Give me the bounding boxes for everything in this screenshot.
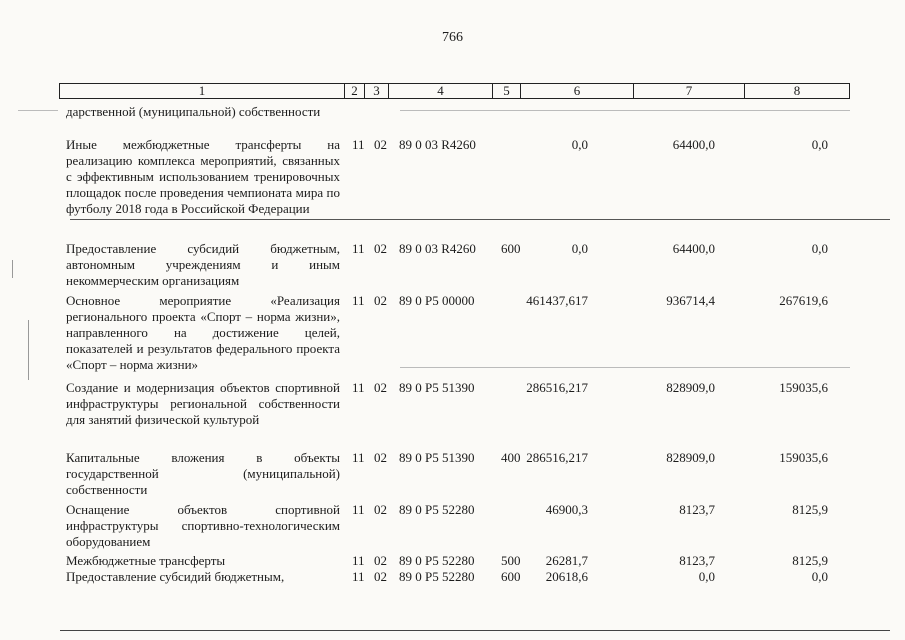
scan-artifact	[400, 367, 850, 368]
header-col-3: 3	[365, 84, 389, 98]
row-amount-col7: 828909,0	[666, 450, 715, 465]
row-amount-col6: 286516,217	[526, 450, 588, 465]
row-target-code: 89 0 P5 00000	[399, 293, 475, 308]
header-col-5: 5	[493, 84, 521, 98]
row-target-code: 89 0 P5 51390	[399, 380, 475, 395]
row-amount-col6: 0,0	[571, 137, 588, 152]
row-description: Капитальные вложения в объекты государственной (муниципальной) собственности	[66, 450, 340, 497]
row-amount-col7: 8123,7	[679, 553, 715, 568]
scan-artifact	[12, 260, 13, 278]
row-description: Создание и модернизация объектов спортивной инфраструктуры региональной собственности для занятий физической культурой	[66, 380, 340, 427]
row-subsection-code: 02	[374, 450, 387, 465]
row-amount-col7: 64400,0	[672, 137, 715, 152]
row-target-code: 89 0 03 R4260	[399, 137, 476, 152]
row-expense-type: 400	[501, 450, 521, 465]
row-amount-col8: 8125,9	[792, 502, 828, 517]
row-description: Иные межбюджетные трансферты на реализацию комплекса мероприятий, связанных с эффективным использованием тренировочных площадок после проведения чемпионата мира по футболу 2018 года в Российской Федерации	[66, 137, 340, 216]
row-amount-col8: 0,0	[811, 137, 828, 152]
row-amount-col8: 159035,6	[779, 450, 828, 465]
row-subsection-code: 02	[374, 502, 387, 517]
row-section-code: 11	[352, 502, 365, 517]
row-subsection-code: 02	[374, 380, 387, 395]
row-section-code: 11	[352, 137, 365, 152]
row-amount-col7: 0,0	[698, 569, 715, 584]
row-expense-type: 500	[501, 553, 521, 568]
row-subsection-code: 02	[374, 241, 387, 256]
row-amount-col7: 936714,4	[666, 293, 715, 308]
row-amount-col7: 8123,7	[679, 502, 715, 517]
page-bottom-edge	[60, 630, 890, 631]
header-col-7: 7	[634, 84, 745, 98]
row-amount-col8: 8125,9	[792, 553, 828, 568]
scan-artifact	[400, 110, 850, 111]
row-expense-type: 600	[501, 569, 521, 584]
row-amount-col6: 26281,7	[545, 553, 588, 568]
row-description: дарственной (муниципальной) собственности	[66, 104, 321, 119]
row-amount-col8: 159035,6	[779, 380, 828, 395]
row-amount-col8: 0,0	[811, 241, 828, 256]
row-description: Оснащение объектов спортивной инфраструктуры спортивно-технологическим оборудованием	[66, 502, 340, 549]
scan-artifact	[18, 110, 58, 111]
header-col-6: 6	[521, 84, 634, 98]
table-header	[59, 83, 850, 99]
table-separator	[70, 219, 890, 220]
scan-artifact	[28, 320, 29, 380]
row-section-code: 11	[352, 569, 365, 584]
row-section-code: 11	[352, 293, 365, 308]
row-target-code: 89 0 P5 51390	[399, 450, 475, 465]
row-subsection-code: 02	[374, 569, 387, 584]
row-description: Межбюджетные трансферты	[66, 553, 226, 568]
row-target-code: 89 0 03 R4260	[399, 241, 476, 256]
row-subsection-code: 02	[374, 553, 387, 568]
row-amount-col8: 267619,6	[779, 293, 828, 308]
row-amount-col6: 20618,6	[545, 569, 588, 584]
row-amount-col6: 0,0	[571, 241, 588, 256]
row-description: Предоставление субсидий бюджетным, автономным учреждениям и иным некоммерческим организациям	[66, 241, 340, 288]
row-subsection-code: 02	[374, 293, 387, 308]
row-target-code: 89 0 P5 52280	[399, 502, 475, 517]
row-amount-col6: 46900,3	[545, 502, 588, 517]
row-amount-col7: 64400,0	[672, 241, 715, 256]
header-col-2: 2	[345, 84, 365, 98]
row-section-code: 11	[352, 241, 365, 256]
header-col-4: 4	[389, 84, 493, 98]
row-description: Основное мероприятие «Реализация регионального проекта «Спорт – норма жизни», направленного на достижение целей, показателей и результатов федерального проекта «Спорт – норма жизни»	[66, 293, 340, 372]
row-target-code: 89 0 P5 52280	[399, 553, 475, 568]
row-amount-col6: 461437,617	[526, 293, 588, 308]
row-section-code: 11	[352, 553, 365, 568]
row-amount-col6: 286516,217	[526, 380, 588, 395]
page-number: 766	[442, 30, 463, 45]
header-col-8: 8	[793, 83, 801, 98]
row-expense-type: 600	[501, 241, 521, 256]
header-col-1: 1	[60, 84, 345, 98]
row-amount-col8: 0,0	[811, 569, 828, 584]
row-subsection-code: 02	[374, 137, 387, 152]
row-amount-col7: 828909,0	[666, 380, 715, 395]
row-target-code: 89 0 P5 52280	[399, 569, 475, 584]
row-section-code: 11	[352, 450, 365, 465]
row-section-code: 11	[352, 380, 365, 395]
row-description: Предоставление субсидий бюджетным,	[66, 569, 285, 584]
